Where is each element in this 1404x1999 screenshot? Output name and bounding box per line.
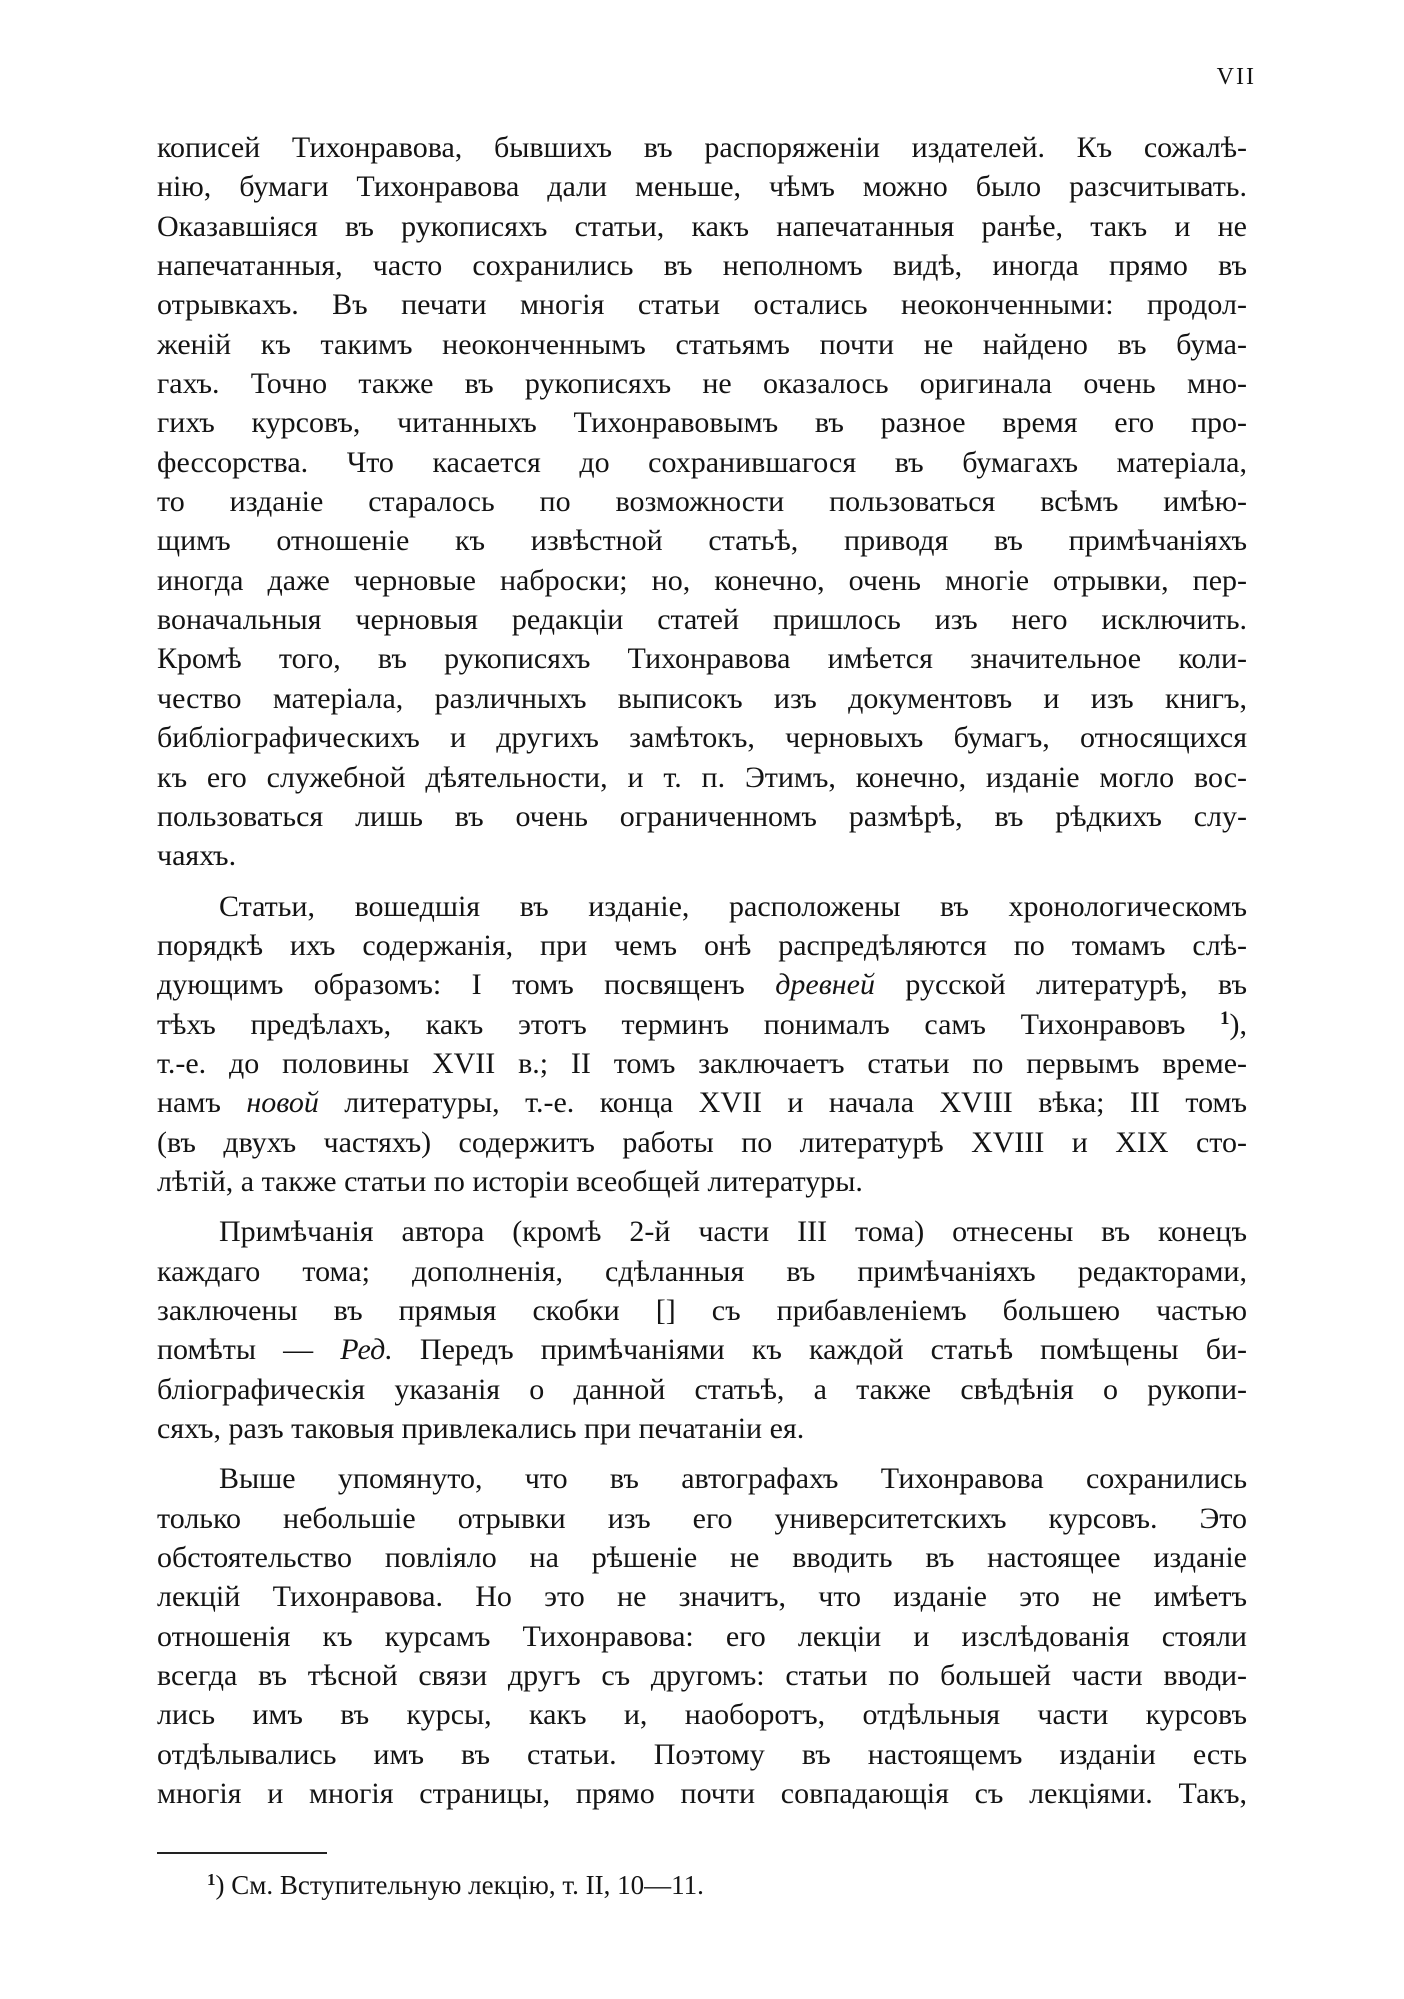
text-line: дующимъ образомъ: I томъ посвященъ древней русской литературѣ, въ	[157, 968, 1247, 1002]
text-line: пользоваться лишь въ очень ограниченномъ размѣрѣ, въ рѣдкихъ слу-	[157, 799, 1247, 833]
text-line: сяхъ, разъ таковыя привлекались при печатаніи ея.	[157, 1412, 805, 1445]
text-line: бліографическія указанія о данной статьѣ, а также свѣдѣнія о рукопи-	[157, 1372, 1247, 1406]
text-line: лекцій Тихонравова. Но это не значитъ, что изданіе это не имѣетъ	[157, 1580, 1247, 1614]
text-line: намъ новой литературы, т.-е. конца XVII и начала XVIII вѣка; III томъ	[157, 1086, 1247, 1120]
text-line: иногда даже черновые наброски; но, конечно, очень многіе отрывки, пер-	[157, 563, 1247, 597]
text-line: чаяхъ.	[157, 839, 237, 873]
text-line: тѣхъ предѣлахъ, какъ этотъ терминъ понималъ самъ Тихонравовъ $^1$),	[157, 1007, 1247, 1041]
text-line: (въ двухъ частяхъ) содержитъ работы по литературѣ XVIII и XIX сто-	[157, 1125, 1247, 1159]
text-line: только небольшіе отрывки изъ его университетскихъ курсовъ. Это	[157, 1501, 1247, 1535]
paragraph-1	[157, 128, 1247, 876]
page-number: VII	[1216, 64, 1256, 90]
text-line: Статьи, вошедшія въ изданіе, расположены въ хронологическомъ	[219, 889, 1247, 923]
text-line: чество матеріала, различныхъ выписокъ изъ документовъ и изъ книгъ,	[157, 681, 1247, 715]
footnote	[207, 1867, 704, 1903]
text-line: помѣты — Ред. Передъ примѣчаніями къ каждой статьѣ помѣщены би-	[157, 1333, 1247, 1367]
italic-editor-mark: Ред.	[340, 1333, 393, 1367]
text-line: обстоятельство повліяло на рѣшеніе не вводить въ настоящее изданіе	[157, 1541, 1247, 1575]
footnote-paren: )	[215, 1870, 225, 1900]
text-line: напечатанныя, часто сохранились въ неполномъ видѣ, иногда прямо въ	[157, 249, 1247, 283]
text-line: многія и многія страницы, прямо почти совпадающія съ лекціями. Такъ,	[157, 1777, 1247, 1811]
italic-term-new: новой	[246, 1086, 319, 1120]
text-line: отношенія къ курсамъ Тихонравова: его лекціи и изслѣдованія стояли	[157, 1619, 1247, 1653]
text-line: щимъ отношеніе къ извѣстной статьѣ, приводя въ примѣчаніяхъ	[157, 524, 1247, 558]
text-line: отрывкахъ. Въ печати многія статьи остались неоконченными: продол-	[157, 288, 1247, 322]
footnote-marker: 1	[207, 1870, 216, 1889]
italic-term-ancient: древней	[775, 968, 875, 1002]
paragraph-2	[157, 887, 1247, 1202]
text-line: т.-е. до половины XVII в.; II томъ заключаетъ статьи по первымъ време-	[157, 1046, 1247, 1080]
text-line: порядкѣ ихъ содержанія, при чемъ онѣ распредѣляются по томамъ слѣ-	[157, 928, 1247, 962]
text-line: фессорства. Что касается до сохранившагося въ бумагахъ матеріала,	[157, 445, 1247, 479]
text-line: лись имъ въ курсы, какъ и, наоборотъ, отдѣльныя части курсовъ	[157, 1698, 1247, 1732]
text-line: то изданіе старалось по возможности пользоваться всѣмъ имѣю-	[157, 485, 1247, 519]
text-line: женій къ такимъ неоконченнымъ статьямъ почти не найдено въ бума-	[157, 327, 1247, 361]
text-line: гихъ курсовъ, читанныхъ Тихонравовымъ въ разное время его про-	[157, 406, 1247, 440]
text-line: къ его служебной дѣятельности, и т. п. Этимъ, конечно, изданіе могло вос-	[157, 760, 1247, 794]
text-line: Оказавшіяся въ рукописяхъ статьи, какъ напечатанныя ранѣе, такъ и не	[157, 209, 1247, 243]
footnote-text: См. Вступительную лекцію, т. II, 10—11.	[224, 1870, 704, 1900]
footnote-reference: 1	[1220, 1007, 1230, 1029]
text-line: кописей Тихонравова, бывшихъ въ распоряженіи издателей. Къ сожалѣ-	[157, 131, 1247, 164]
text-line: лѣтій, а также статьи по исторіи всеобщей литературы.	[157, 1164, 863, 1198]
text-line: каждаго тома; дополненія, сдѣланныя въ примѣчаніяхъ редакторами,	[157, 1254, 1247, 1288]
text-line: Примѣчанія автора (кромѣ 2-й части III тома) отнесены въ конецъ	[219, 1215, 1247, 1249]
text-line: всегда въ тѣсной связи другъ съ другомъ: статьи по большей части вводи-	[157, 1659, 1247, 1693]
footnote-divider	[157, 1852, 327, 1854]
text-line: Кромѣ того, въ рукописяхъ Тихонравова имѣется значительное коли-	[157, 642, 1247, 676]
text-line: заключены въ прямыя скобки [] съ прибавленіемъ большею частью	[157, 1293, 1247, 1327]
main-text	[157, 128, 1247, 1813]
text-line: библіографическихъ и другихъ замѣтокъ, черновыхъ бумагъ, относящихся	[157, 721, 1247, 755]
paragraph-3	[157, 1212, 1247, 1448]
text-line: отдѣлывались имъ въ статьи. Поэтому въ настоящемъ изданіи есть	[157, 1737, 1247, 1771]
text-line: Выше упомянуто, что въ автографахъ Тихонравова сохранились	[219, 1462, 1247, 1496]
text-line: гахъ. Точно также въ рукописяхъ не оказалось оригинала очень мно-	[157, 367, 1247, 401]
paragraph-4	[157, 1459, 1247, 1813]
text-line: воначальныя черновыя редакціи статей пришлось изъ него исключить.	[157, 603, 1247, 637]
text-line: нію, бумаги Тихонравова дали меньше, чѣмъ можно было разсчитывать.	[157, 170, 1247, 204]
